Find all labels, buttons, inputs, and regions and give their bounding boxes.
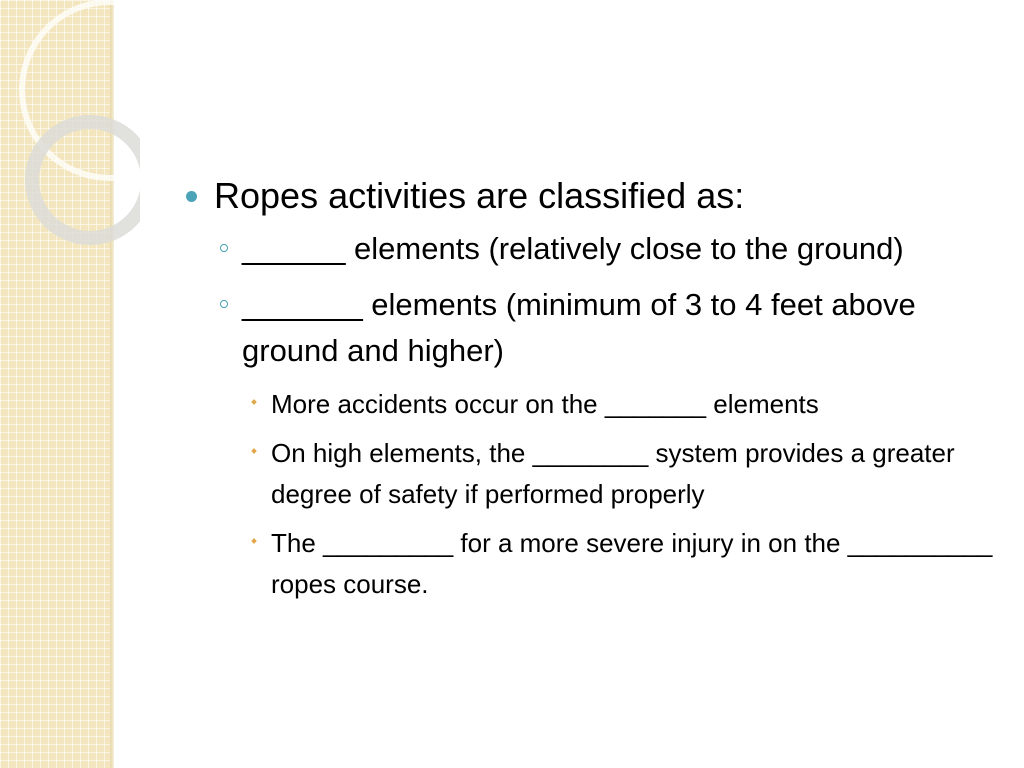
bullet-text: On high elements, the ________ system provides a greater degree of safety if performed properly [271,438,955,509]
decorative-rings [0,0,140,260]
bullet-level3 [180,523,1000,605]
bullet-text: The _________ for a more severe injury in on the __________ ropes course. [271,528,993,599]
bullet-text: Ropes activities are classified as: [214,175,745,216]
bullet-ring-icon [220,244,228,252]
slide-content [180,172,1000,613]
bullet-text: _______ elements (minimum of 3 to 4 feet above ground and higher) [242,287,916,368]
bullet-text: ______ elements (relatively close to the ground) [242,231,904,266]
bullet-text: More accidents occur on the _______ elements [271,389,819,419]
bullet-diamond-icon [251,399,257,405]
bullet-diamond-icon [251,448,257,454]
bullet-level3 [180,433,1000,515]
bullet-level1 [180,172,1000,220]
small-ring [32,122,140,238]
bullet-diamond-icon [251,538,257,544]
bullet-dot-icon [186,191,197,202]
bullet-level3 [180,384,1000,425]
bullet-level2 [180,282,1000,374]
bullet-level2 [180,226,1000,272]
bullet-ring-icon [220,300,228,308]
